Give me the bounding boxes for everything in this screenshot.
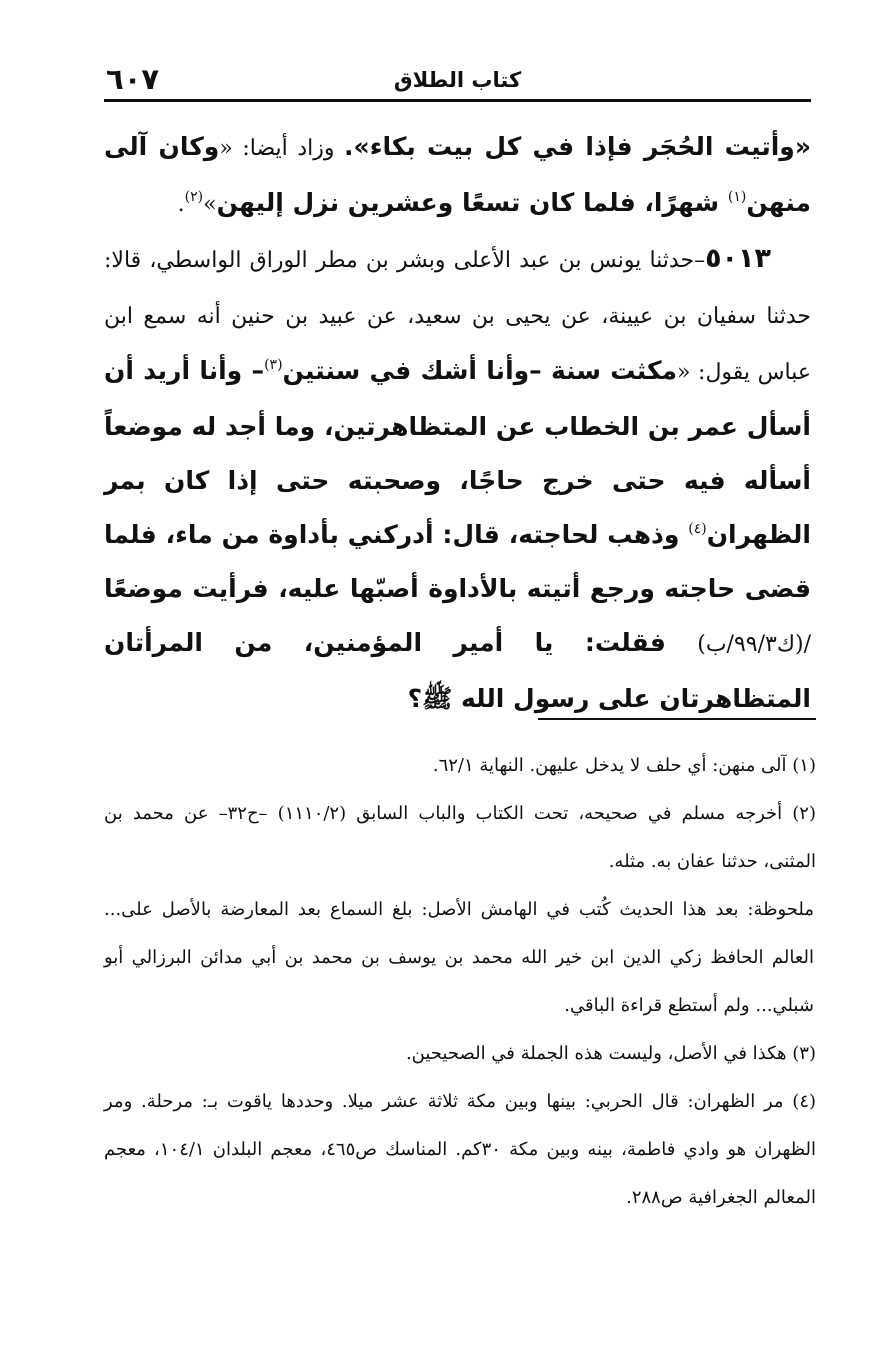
hadith-paragraph xyxy=(104,232,811,726)
footnotes xyxy=(104,742,816,1222)
footnote-4: (٤) مر الظهران: قال الحربي: بينها وبين مكة ثلاثة عشر ميلا. وحددها ياقوت بـ: مرحلة. ومر الظهران هو وادي فاطمة، بينه وبين مكة ٣٠كم. المناسك ص٤٦٥، معجم البلدان ١٠٤/١، معجم المعالم الجغرافية ص٢٨٨. xyxy=(104,1091,817,1208)
hadith-number: ٥٠١٣ xyxy=(705,243,771,274)
footnote-divider xyxy=(538,718,816,720)
hadith-text: فقلت: يا أمير المؤمنين، من المرأتان المتظاهرتان على رسول الله ﷺ؟ xyxy=(104,628,811,713)
footnote-note: ملحوظة: بعد هذا الحديث كُتب في الهامش الأصل: بلغ السماع بعد المعارضة بالأصل على... العالم الحافظ زكي الدين ابن خير الله محمد بن يوسف بن محمد بن أبي مدائن البرزالي أبو شبلي... ولم أستطع قراءة الباقي. xyxy=(104,899,814,1016)
narrator-text: وزاد أيضا: « xyxy=(219,136,345,161)
hadith-text: مكثت سنة –وأنا أشك في سنتين xyxy=(282,356,677,385)
hadith-text: وكان آلى منهن xyxy=(104,132,811,217)
footnote-3: (٣) هكذا في الأصل، وليست هذه الجملة في الصحيحين. xyxy=(405,1043,816,1064)
hadith-text: – وأنا أريد أن أسأل عمر بن الخطاب عن المتظاهرتين، وما أجد له موضعاً أسأله فيه حتى خرج حاجًا، وصحبته حتى إذا كان بمر الظهران xyxy=(104,356,811,549)
chapter-title: كتاب الطلاق xyxy=(393,68,522,92)
punctuation: . xyxy=(177,192,185,217)
footnote-ref: (١) xyxy=(727,189,747,205)
footnote-ref: (٣) xyxy=(264,357,283,373)
manuscript-ref: /(ك٩٩/٣/ب) xyxy=(697,632,811,657)
footnote-ref: (٢) xyxy=(184,189,204,205)
page-number: ٦٠٧ xyxy=(106,62,160,96)
header-rule xyxy=(104,99,811,102)
hadith-text: شهرًا، فلما كان تسعًا وعشرين نزل إليهن xyxy=(216,188,728,217)
main-text xyxy=(104,120,811,726)
paragraph-continuation xyxy=(104,120,811,232)
footnote-2: (٢) أخرجه مسلم في صحيحه، تحت الكتاب والباب السابق (١١١٠/٢) –ح٣٢– عن محمد بن المثنى، حدثنا عفان به. مثله. xyxy=(104,803,816,872)
hadith-text: «وأتيت الحُجَر فإذا في كل بيت بكاء». xyxy=(344,132,811,161)
hadith-text: وذهب لحاجته، قال: أدركني بأداوة من ماء، فلما قضى حاجته ورجع أتيته بالأداوة أصبّها عليه، فرأيت موضعًا xyxy=(104,520,811,603)
page-header xyxy=(104,62,811,102)
footnote-ref: (٤) xyxy=(688,521,707,537)
quote-mark: » xyxy=(203,192,217,217)
isnad-text: –حدثنا يونس بن عبد الأعلى وبشر بن مطر الوراق الواسطي، قالا: حدثنا سفيان بن عيينة، عن يحيى بن سعيد، عن عبيد بن حنين أنه سمع ابن عباس يقول: « xyxy=(104,248,811,385)
footnote-1: (١) آلى منهن: أي حلف لا يدخل عليهن. النهاية ٦٢/١. xyxy=(432,755,816,776)
